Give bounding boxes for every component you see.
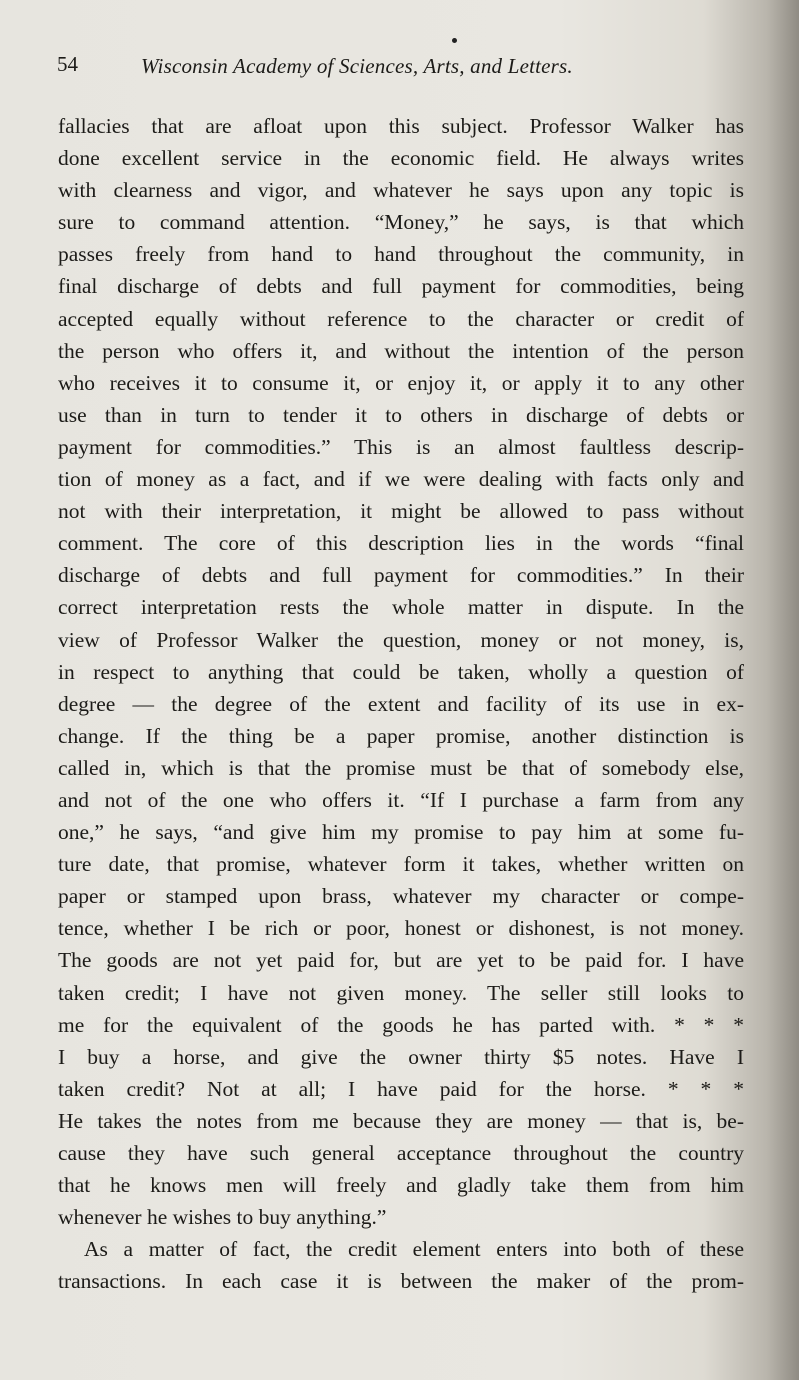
text-line: the person who offers it, and without the intention of the person bbox=[58, 338, 744, 363]
page-number: 54 bbox=[57, 52, 78, 76]
text-line: transactions. In each case it is between the maker of the prom- bbox=[58, 1269, 744, 1294]
text-line: tence, whether I be rich or poor, honest or dishonest, is not money. bbox=[58, 916, 744, 941]
text-line: I buy a horse, and give the owner thirty $5 notes. Have I bbox=[58, 1044, 744, 1069]
text-line: degree — the degree of the extent and facility of its use in ex- bbox=[58, 691, 744, 716]
text-line: change. If the thing be a paper promise, another distinction is bbox=[58, 723, 744, 748]
text-line: one,” he says, “and give him my promise to pay him at some fu- bbox=[58, 820, 744, 845]
text-line: not with their interpretation, it might be allowed to pass without bbox=[58, 499, 744, 524]
text-line: payment for commodities.” This is an almost faultless descrip- bbox=[58, 434, 744, 459]
text-line: The goods are not yet paid for, but are yet to be paid for. I have bbox=[58, 948, 744, 973]
text-line: me for the equivalent of the goods he has parted with. * * * bbox=[58, 1012, 744, 1037]
ink-speck bbox=[452, 38, 457, 43]
text-line: paper or stamped upon brass, whatever my character or compe- bbox=[58, 884, 744, 909]
page-header bbox=[57, 46, 677, 82]
running-head: Wisconsin Academy of Sciences, Arts, and Letters. bbox=[141, 54, 573, 78]
text-line: called in, which is that the promise must be that of somebody else, bbox=[58, 755, 744, 780]
text-line: use than in turn to tender it to others in discharge of debts or bbox=[58, 402, 744, 427]
text-line: accepted equally without reference to the character or credit of bbox=[58, 306, 744, 331]
text-line: As a matter of fact, the credit element enters into both of these bbox=[84, 1237, 744, 1262]
text-line: done excellent service in the economic field. He always writes bbox=[58, 146, 744, 171]
text-line: that he knows men will freely and gladly take them from him bbox=[58, 1173, 744, 1198]
text-line: cause they have such general acceptance throughout the country bbox=[58, 1141, 744, 1165]
text-line: taken credit; I have not given money. The seller still looks to bbox=[58, 980, 744, 1005]
text-line: taken credit? Not at all; I have paid for the horse. * * * bbox=[58, 1076, 744, 1101]
text-line: whenever he wishes to buy anything.” bbox=[58, 1205, 387, 1230]
text-line: He takes the notes from me because they are money — that is, be- bbox=[58, 1108, 744, 1133]
text-line: tion of money as a fact, and if we were dealing with facts only and bbox=[58, 467, 744, 492]
text-line: discharge of debts and full payment for commodities.” In their bbox=[58, 563, 744, 588]
text-line: and not of the one who offers it. “If I purchase a farm from any bbox=[58, 787, 744, 812]
text-line: correct interpretation rests the whole matter in dispute. In the bbox=[58, 595, 744, 620]
body-text bbox=[58, 110, 744, 1297]
text-line: in respect to anything that could be taken, wholly a question of bbox=[58, 659, 744, 684]
text-line: fallacies that are afloat upon this subject. Professor Walker has bbox=[58, 114, 744, 138]
text-line: comment. The core of this description lies in the words “final bbox=[58, 531, 744, 556]
text-line: sure to command attention. “Money,” he says, is that which bbox=[58, 210, 744, 235]
text-line: passes freely from hand to hand throughout the community, in bbox=[58, 242, 744, 267]
text-line: who receives it to consume it, or enjoy it, or apply it to any other bbox=[58, 370, 744, 395]
text-line: ture date, that promise, whatever form it takes, whether written on bbox=[58, 852, 744, 877]
paragraph-2 bbox=[58, 1233, 744, 1297]
text-line: final discharge of debts and full payment for commodities, being bbox=[58, 274, 744, 299]
paragraph-1 bbox=[58, 110, 744, 1233]
text-line: view of Professor Walker the question, money or not money, is, bbox=[58, 627, 744, 652]
text-line: with clearness and vigor, and whatever he says upon any topic is bbox=[58, 178, 744, 203]
